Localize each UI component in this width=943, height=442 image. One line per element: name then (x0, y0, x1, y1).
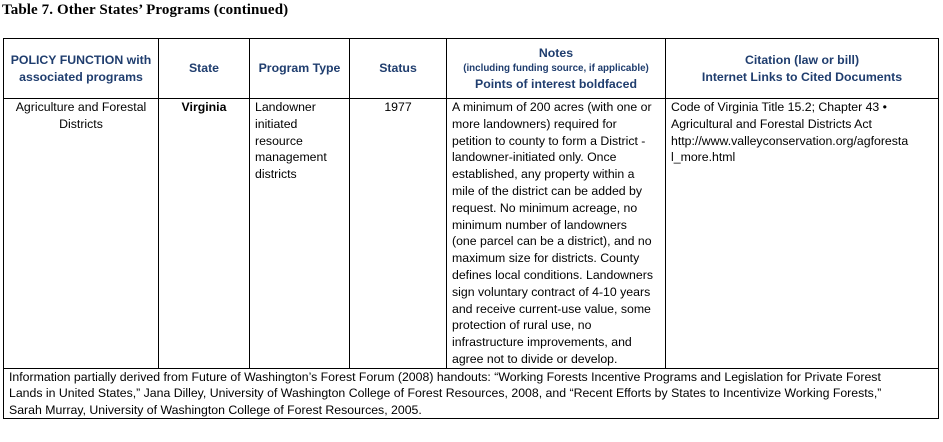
notes-line: minimum number of landowners (452, 217, 627, 232)
header-policy-line1: POLICY FUNCTION with (10, 52, 152, 67)
program-type-line: initiated (255, 116, 298, 131)
program-type-line: resource (255, 133, 303, 148)
header-row (4, 39, 939, 99)
footnote-line: Sarah Murray, University of Washington College of Forest Resources, 2005. (9, 402, 422, 417)
programs-table (3, 38, 939, 419)
citation-line: Code of Virginia Title 15.2; Chapter 43 • (671, 100, 887, 114)
program-type-line: districts (255, 167, 297, 182)
footer-row (4, 368, 939, 419)
cell-policy-function (4, 99, 159, 369)
notes-line: defines local conditions. Landowners (452, 267, 653, 282)
header-policy-line2: associated programs (19, 69, 143, 84)
cell-notes (447, 99, 666, 369)
table-caption: Table 7. Other States’ Programs (continued) (2, 2, 289, 18)
table-row (4, 99, 939, 369)
citation-line: Agricultural and Forestal Districts Act (671, 116, 872, 131)
notes-line: and receive current-use value, some (452, 301, 651, 316)
citation-link-line[interactable]: http://www.valleyconservation.org/agforesta (671, 133, 909, 148)
header-policy-function (4, 39, 159, 99)
notes-line: landowner-initiated only. Once (452, 150, 617, 165)
header-state: State (159, 39, 250, 99)
header-notes-points: Points of interest boldfaced (475, 76, 637, 91)
policy-line2: Districts (59, 116, 103, 131)
cell-citation (666, 99, 939, 369)
notes-line: agree not to divide or develop. (452, 351, 618, 366)
program-type-line: Landowner (255, 100, 316, 114)
notes-line: more landowners) required for (452, 116, 617, 131)
notes-line: petition to county to form a District - (452, 133, 646, 148)
header-program-type: Program Type (250, 39, 350, 99)
cell-status: 1977 (350, 99, 447, 369)
header-notes-title: Notes (538, 45, 574, 60)
footnote-line: Lands in United States,” Jana Dilley, University of Washington College of Forest Resources, 2008, and “Recent Efforts by States to Incentivize Working Forests,” (9, 386, 882, 401)
header-citation (666, 39, 939, 99)
citation-link-line[interactable]: l_more.html (671, 150, 736, 165)
header-notes-subtitle: (including funding source, if applicable) (463, 62, 649, 74)
notes-line: mile of the district can be added by (452, 183, 643, 198)
header-status: Status (350, 39, 447, 99)
notes-line: A minimum of 200 acres (with one or (452, 100, 652, 114)
policy-line1: Agriculture and Forestal (15, 100, 147, 114)
footnote-line: Information partially derived from Future of Washington’s Forest Forum (2008) handouts: “Working Forests Incentive Programs and Legislation for Private Forest (9, 369, 881, 384)
notes-line: infrastructure improvements, and (452, 335, 632, 350)
program-type-line: management (255, 150, 327, 165)
source-footnote (4, 368, 939, 419)
notes-line: maximum size for districts. County (452, 251, 640, 266)
cell-program-type (250, 99, 350, 369)
notes-line: sign voluntary contract of 4-10 years (452, 284, 651, 299)
cell-state: Virginia (159, 99, 250, 369)
notes-line: request. No minimum acreage, no (452, 200, 638, 215)
header-citation-line1: Citation (law or bill) (744, 52, 860, 67)
header-notes (447, 39, 666, 99)
notes-line: (one parcel can be a district), and no (452, 234, 652, 249)
notes-line: protection of rural use, no (452, 318, 592, 333)
notes-line: established, any property within a (452, 167, 635, 182)
header-citation-line2: Internet Links to Cited Documents (701, 69, 903, 84)
